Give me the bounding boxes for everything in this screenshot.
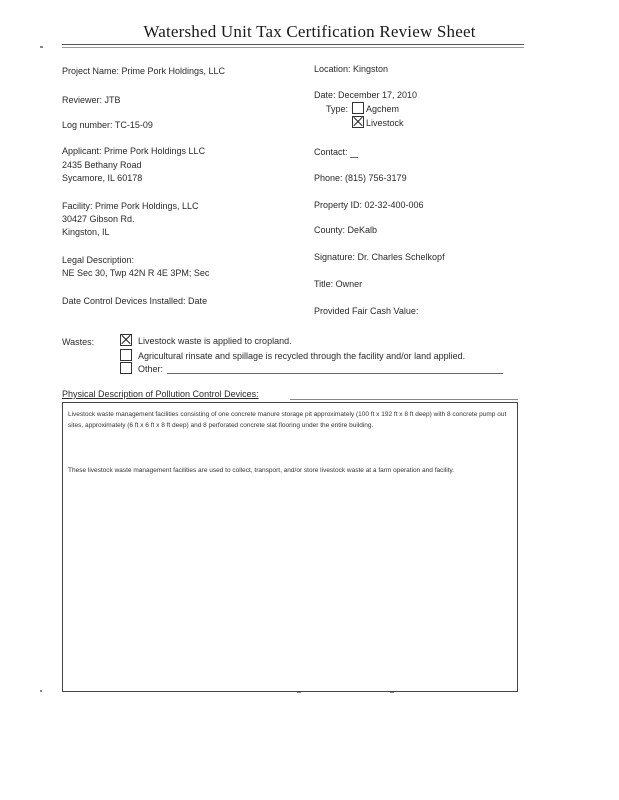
date-installed: Date Control Devices Installed: Date: [62, 296, 208, 306]
description-heading: Physical Description of Pollution Control Devices:: [62, 389, 259, 399]
scan-speck: [40, 46, 43, 48]
type-livestock-label: Livestock: [366, 118, 404, 128]
fair-cash-value: Provided Fair Cash Value:: [314, 306, 419, 316]
log-number: Log number: TC-15-09: [62, 120, 153, 130]
scan-speck: [297, 692, 301, 693]
type-agchem-label: Agchem: [366, 104, 400, 114]
waste-cropland-label: Livestock waste is applied to cropland.: [138, 336, 292, 346]
scan-speck: [390, 692, 394, 693]
signer-title: Title: Owner: [314, 279, 363, 289]
date: Date: December 17, 2010: [314, 90, 418, 100]
signature: Signature: Dr. Charles Schelkopf: [314, 252, 445, 262]
facility-address-1: 30427 Gibson Rd.: [62, 214, 135, 224]
contact-line: [350, 157, 358, 158]
property-id: Property ID: 02-32-400-006: [314, 200, 424, 210]
facility: Facility: Prime Pork Holdings, LLC: [62, 201, 199, 211]
type-livestock-checkbox[interactable]: [352, 116, 364, 128]
description-paragraph-1: Livestock waste management facilities consisting of one concrete manure storage pit approximately (100 ft x 192 ft x 8 ft deep) with 8 concrete pump out sites, approximately (6 ft x 6 ft x 8 ft deep) and 8 perforated concrete slat flooring under the entire building.: [68, 411, 507, 429]
contact: Contact:: [314, 147, 348, 157]
title-divider-2: [62, 47, 524, 48]
location: Location: Kingston: [314, 64, 389, 74]
county: County: DeKalb: [314, 225, 378, 235]
title-divider: [62, 44, 524, 45]
project-name: Project Name: Prime Pork Holdings, LLC: [62, 66, 226, 76]
waste-cropland-checkbox[interactable]: [120, 334, 132, 346]
applicant-address-2: Sycamore, IL 60178: [62, 173, 143, 183]
page-title: Watershed Unit Tax Certification Review Sheet: [143, 22, 476, 41]
phone: Phone: (815) 756-3179: [314, 173, 407, 183]
reviewer: Reviewer: JTB: [62, 95, 121, 105]
applicant: Applicant: Prime Pork Holdings LLC: [62, 146, 206, 156]
waste-rinsate-checkbox[interactable]: [120, 349, 132, 361]
type-label: Type:: [326, 104, 349, 114]
waste-other-line: [167, 373, 503, 374]
legal-description: Legal Description:: [62, 255, 135, 265]
wastes-label: Wastes:: [62, 337, 95, 347]
scan-speck: [40, 690, 42, 692]
description-box: [62, 402, 518, 692]
applicant-address-1: 2435 Bethany Road: [62, 160, 142, 170]
waste-other-checkbox[interactable]: [120, 362, 132, 374]
description-heading-line: [290, 399, 518, 400]
description-paragraph-2: These livestock waste management facilities are used to collect, transport, and/or store livestock waste at a farm operation and facility.: [68, 467, 455, 474]
waste-other-label: Other:: [138, 364, 164, 374]
facility-address-2: Kingston, IL: [62, 227, 110, 237]
legal-description-value: NE Sec 30, Twp 42N R 4E 3PM; Sec: [62, 268, 210, 278]
waste-rinsate-label: Agricultural rinsate and spillage is recycled through the facility and/or land applied.: [138, 351, 466, 361]
type-agchem-checkbox[interactable]: [352, 102, 364, 114]
